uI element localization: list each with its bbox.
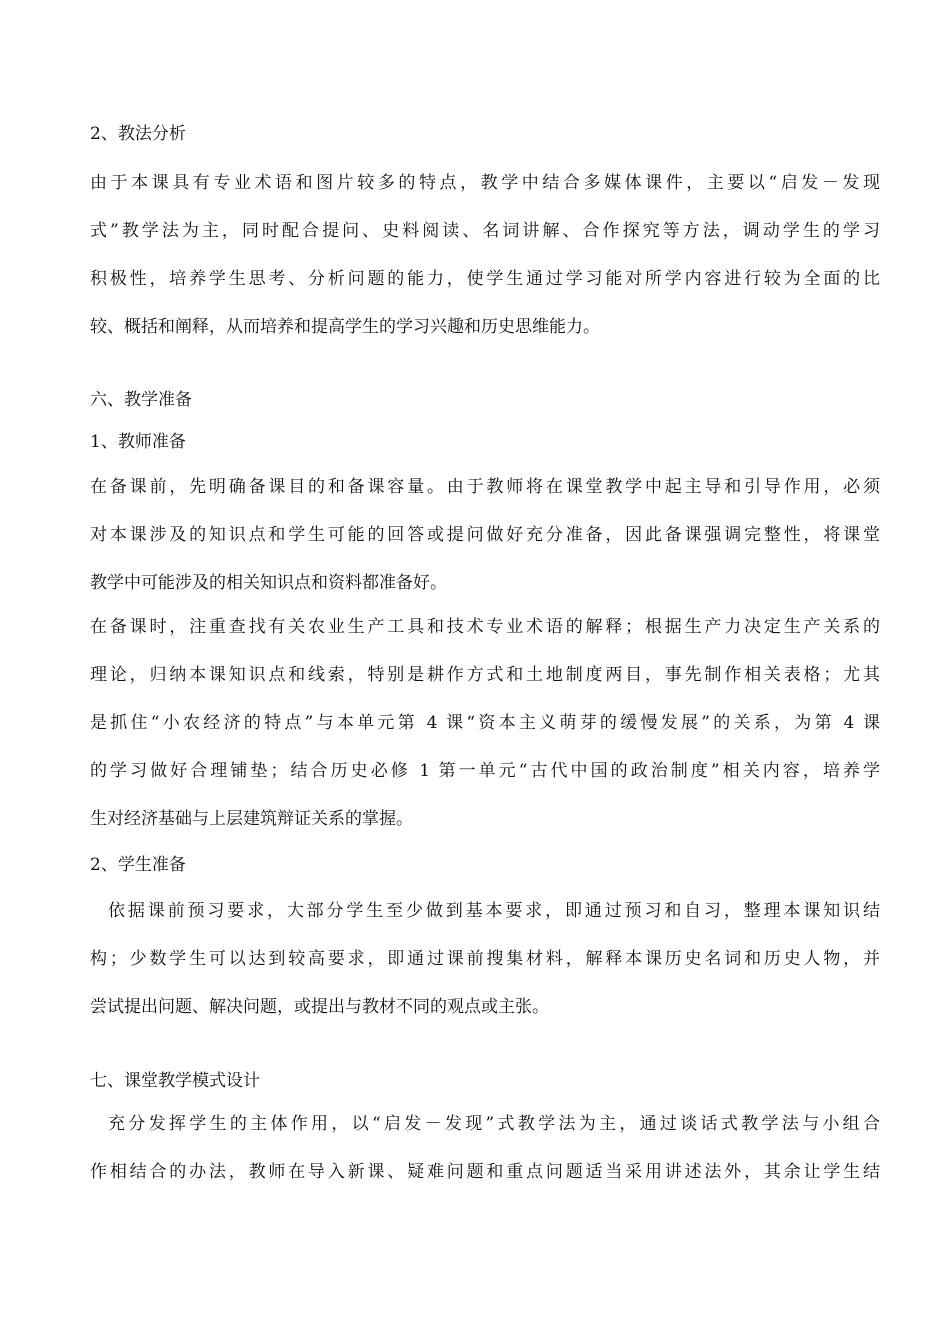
section-heading-teaching-method: 2、教法分析 [90,124,186,144]
section-heading-teaching-preparation: 六、教学准备 [90,390,192,410]
paragraph-line: 的学习做好合理铺垫；结合历史必修 1 第一单元“古代中国的政治制度”相关内容，培养学 [90,761,880,781]
paragraph-line: 是抓住“小农经济的特点”与本单元第 4 课“资本主义萌芽的缓慢发展”的关系，为第 4 课 [90,713,880,733]
paragraph-line: 较、概括和阐释，从而培养和提高学生的学习兴趣和历史思维能力。 [90,317,600,337]
paragraph-line: 作相结合的办法，教师在导入新课、疑难问题和重点问题适当采用讲述法外，其余让学生结 [90,1162,880,1182]
subheading-teacher-preparation: 1、教师准备 [90,432,186,452]
paragraph-line: 教学中可能涉及的相关知识点和资料都准备好。 [90,573,447,593]
paragraph-line: 式”教学法为主，同时配合提问、史料阅读、名词讲解、合作探究等方法，调动学生的学习 [90,221,880,241]
subheading-student-preparation: 2、学生准备 [90,855,186,875]
paragraph-line: 生对经济基础与上层建筑辩证关系的掌握。 [90,809,413,829]
paragraph-line: 理论，归纳本课知识点和线索，特别是耕作方式和土地制度两目，事先制作相关表格；尤其 [90,665,880,685]
paragraph-line: 依据课前预习要求，大部分学生至少做到基本要求，即通过预习和自习，整理本课知识结 [108,901,880,921]
paragraph-line: 尝试提出问题、解决问题，或提出与教材不同的观点或主张。 [90,997,549,1017]
paragraph-line: 构；少数学生可以达到较高要求，即通过课前搜集材料，解释本课历史名词和历史人物，并 [90,949,880,969]
paragraph-line: 由于本课具有专业术语和图片较多的特点，教学中结合多媒体课件，主要以“启发－发现 [90,173,880,193]
paragraph-line: 充分发挥学生的主体作用，以“启发－发现”式教学法为主，通过谈话式教学法与小组合 [108,1114,880,1134]
paragraph-line: 积极性，培养学生思考、分析问题的能力，使学生通过学习能对所学内容进行较为全面的比 [90,269,880,289]
section-heading-classroom-model: 七、课堂教学模式设计 [90,1071,260,1091]
paragraph-line: 在备课时，注重查找有关农业生产工具和技术专业术语的解释；根据生产力决定生产关系的 [90,617,880,637]
paragraph-line: 对本课涉及的知识点和学生可能的回答或提问做好充分准备，因此备课强调完整性，将课堂 [90,525,880,545]
paragraph-line: 在备课前，先明确备课目的和备课容量。由于教师将在课堂教学中起主导和引导作用，必须 [90,477,880,497]
